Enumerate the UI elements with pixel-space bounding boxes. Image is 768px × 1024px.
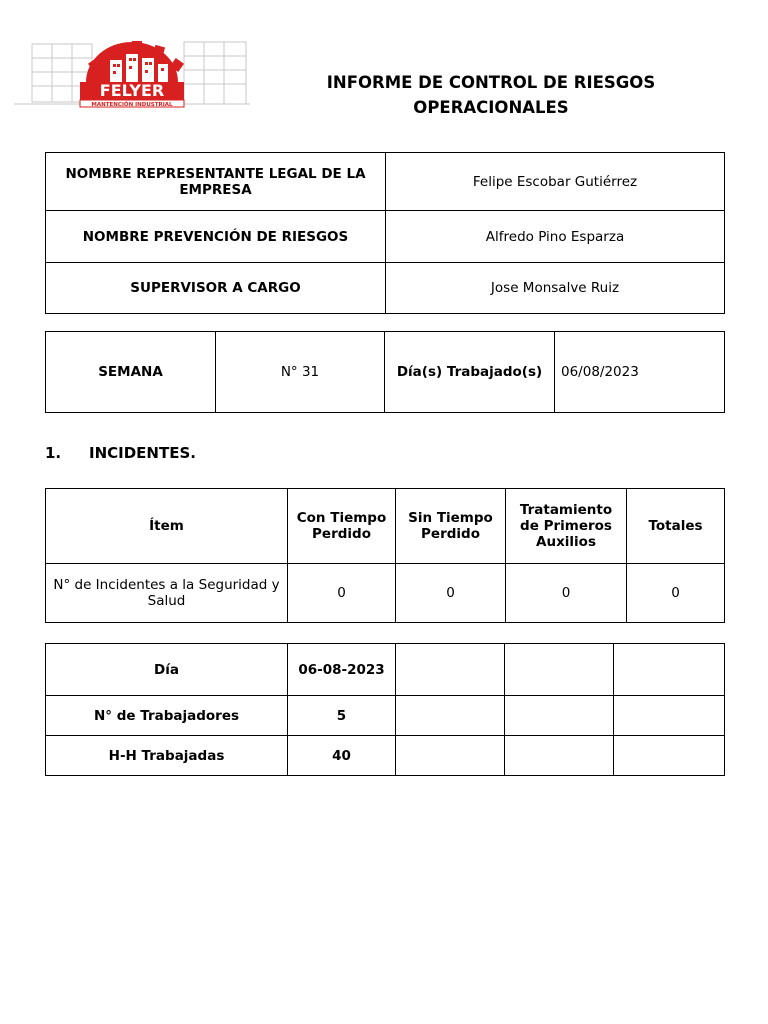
empty-cell [614, 736, 725, 776]
supervisor-value: Jose Monsalve Ruiz [386, 263, 725, 314]
table-row [46, 263, 725, 314]
empty-cell [396, 644, 505, 696]
section-title: INCIDENTES. [89, 444, 196, 462]
column-header: Tratamiento de Primeros Auxilios [506, 489, 627, 564]
empty-cell [505, 736, 614, 776]
incident-item-label: N° de Incidentes a la Seguridad y Salud [46, 564, 288, 623]
table-row [46, 211, 725, 263]
table-header-row [46, 489, 725, 564]
section-heading-incidents [45, 444, 196, 462]
prevention-value: Alfredo Pino Esparza [386, 211, 725, 263]
column-header: Con Tiempo Perdido [288, 489, 396, 564]
supervisor-label: SUPERVISOR A CARGO [46, 263, 386, 314]
incidents-table [45, 488, 725, 623]
legal-rep-value: Felipe Escobar Gutiérrez [386, 153, 725, 211]
info-table [45, 152, 725, 314]
days-worked-label: Día(s) Trabajado(s) [385, 332, 555, 413]
section-number: 1. [45, 444, 62, 462]
legal-rep-label: NOMBRE REPRESENTANTE LEGAL DE LA EMPRESA [46, 153, 386, 211]
empty-cell [396, 696, 505, 736]
hours-value: 40 [288, 736, 396, 776]
incident-value: 0 [506, 564, 627, 623]
days-worked-value: 06/08/2023 [555, 332, 725, 413]
company-logo [14, 38, 250, 108]
incident-value: 0 [288, 564, 396, 623]
document-title [290, 70, 692, 120]
table-row [46, 696, 725, 736]
day-label: Día [46, 644, 288, 696]
document-title-line2: OPERACIONALES [413, 98, 569, 117]
column-header: Sin Tiempo Perdido [396, 489, 506, 564]
empty-cell [505, 696, 614, 736]
incident-value: 0 [396, 564, 506, 623]
column-header: Ítem [46, 489, 288, 564]
week-value: N° 31 [216, 332, 385, 413]
logo-brand: FELYER [99, 81, 165, 100]
table-row [46, 644, 725, 696]
week-table [45, 331, 725, 413]
empty-cell [396, 736, 505, 776]
week-label: SEMANA [46, 332, 216, 413]
daily-table [45, 643, 725, 776]
column-header: Totales [627, 489, 725, 564]
empty-cell [505, 644, 614, 696]
incident-value: 0 [627, 564, 725, 623]
workers-value: 5 [288, 696, 396, 736]
table-row [46, 332, 725, 413]
table-row [46, 736, 725, 776]
prevention-label: NOMBRE PREVENCIÓN DE RIESGOS [46, 211, 386, 263]
empty-cell [614, 644, 725, 696]
table-row [46, 564, 725, 623]
hours-label: H-H Trabajadas [46, 736, 288, 776]
empty-cell [614, 696, 725, 736]
document-title-line1: INFORME DE CONTROL DE RIESGOS [326, 73, 656, 92]
day-value: 06-08-2023 [288, 644, 396, 696]
logo-tagline: MANTENCIÓN INDUSTRIAL [91, 102, 173, 108]
table-row [46, 153, 725, 211]
workers-label: N° de Trabajadores [46, 696, 288, 736]
